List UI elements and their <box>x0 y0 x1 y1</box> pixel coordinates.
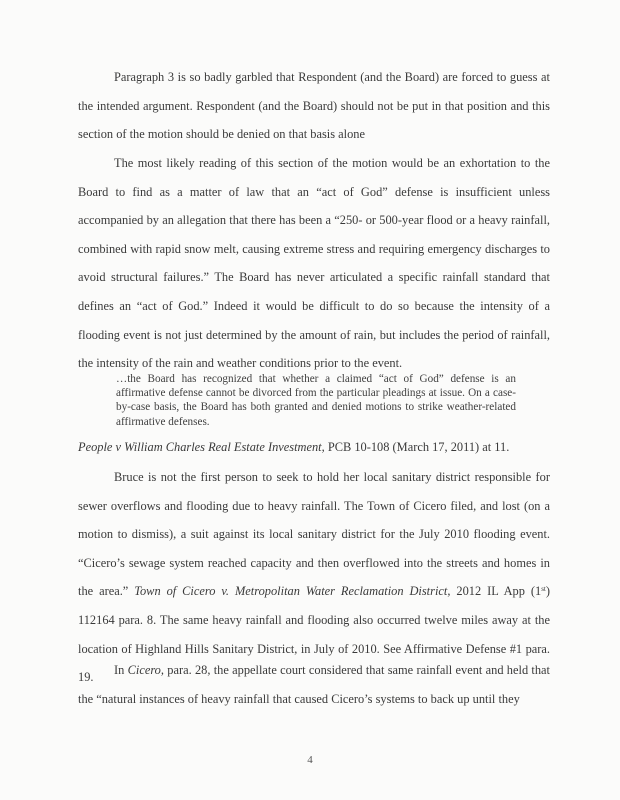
citation-line <box>78 439 558 455</box>
bruce-text-part1: Bruce is not the first person to seek to hold her local sanitary district responsible for sewer overflows and flooding due to heavy rainfall. The Town of Cicero filed, and lost (on a motion to dismiss), a suit against its local sanitary district for the July 2010 flooding event. “Cicero’s sewage system reached capacity and then overflowed into the streets and homes in the area.” <box>78 470 550 599</box>
paragraph-cicero <box>78 656 550 713</box>
cicero-prefix: In <box>114 663 128 677</box>
bruce-text-part2a: 2012 IL App (1 <box>450 584 542 599</box>
cicero-case-name: Town of Cicero v. Metropolitan Water Reclamation District, <box>134 584 451 599</box>
cicero-italic: Cicero, <box>127 663 164 677</box>
paragraph-garbled: Paragraph 3 is so badly garbled that Respondent (and the Board) are forced to guess at the intended argument. Respondent (and the Board) should not be put in that position and this section of the motion should be denied on that basis alone <box>78 70 550 142</box>
page-number: 4 <box>307 754 313 766</box>
block-quote: …the Board has recognized that whether a claimed “act of God” defense is an affirmative defense cannot be divorced from the particular pleadings at issue. On a case-by-case basis, the Board has both granted and denied motions to strike weather-related affirmative defenses. <box>116 373 516 428</box>
paragraph-act-of-god: The most likely reading of this section of the motion would be an exhortation to the Board to find as a matter of law that an “act of God” defense is insufficient unless accompanied by an allegation that there has been a “250- or 500-year flood or a heavy rainfall, combined with rapid snow melt, causing extreme stress and requiring emergency discharges to avoid structural failures.” The Board has never articulated a specific rainfall standard that defines an “act of God.” Indeed it would be difficult to do so because the intensity of a flooding event is not just determined by the amount of rain, but includes the period of rainfall, the intensity of the rain and weather conditions prior to the event. <box>78 156 550 371</box>
citation-rest: PCB 10-108 (March 17, 2011) at 11. <box>324 440 510 454</box>
cicero-rest: para. 28, the appellate court considered that same rainfall event and held that the “natural instances of heavy rainfall that caused Cicero’s systems to back up until they <box>78 663 551 706</box>
bruce-text-part2b: ) 112164 para. 8. The same heavy rainfall and flooding also occurred twelve miles away at the location of Highland Hills Sanitary District, in July of 2010. See Affirmative Defense #1 para. 19. <box>78 584 550 685</box>
ordinal-superscript: st <box>541 585 546 594</box>
citation-case-name: People v William Charles Real Estate Investment, <box>78 440 325 454</box>
